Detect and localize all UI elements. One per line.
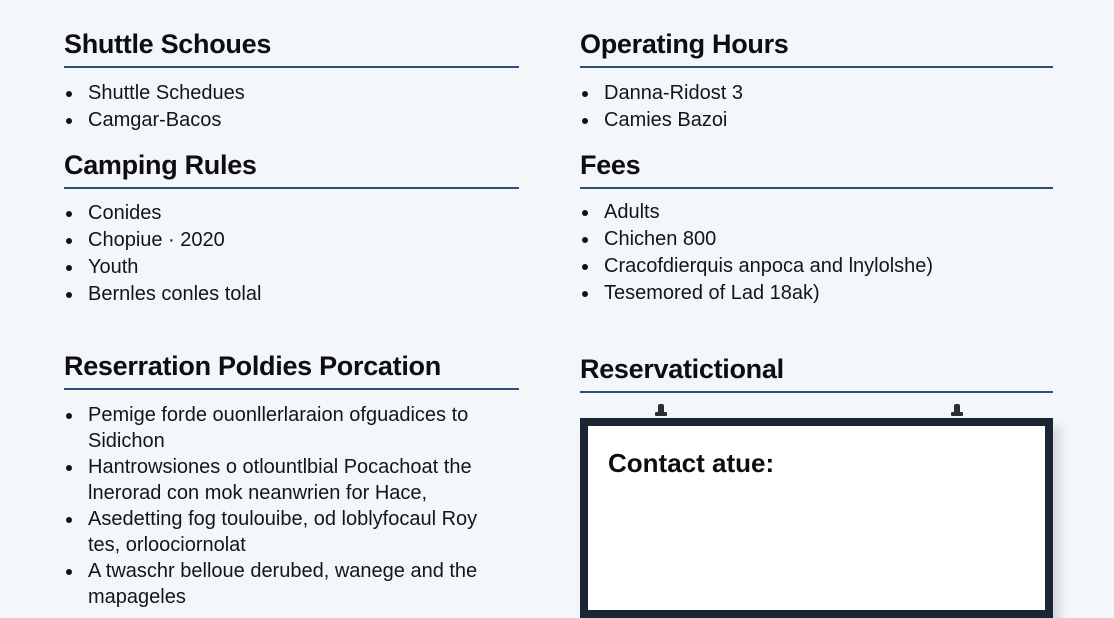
shuttle-heading: Shuttle Schoues — [64, 29, 272, 59]
operating-hours-list — [580, 80, 1053, 134]
reservation-contact-section — [580, 353, 1053, 393]
operating-hours-heading: Operating Hours — [580, 29, 789, 59]
contact-board — [580, 418, 1053, 618]
list-item: Cracofdierquis anpoca and lnylolshe) — [580, 253, 1053, 280]
reservation-policies-heading: Reserration Poldies Porcation — [64, 351, 441, 381]
list-item: Tesemored of Lad 18ak) — [580, 280, 1053, 307]
reservation-policies-list — [64, 402, 514, 610]
list-item: Youth — [64, 254, 519, 281]
fees-list — [580, 199, 1053, 307]
camping-heading: Camping Rules — [64, 150, 257, 180]
section-divider — [580, 187, 1053, 189]
reservation-contact-heading: Reservatictional — [580, 354, 784, 384]
fees-heading: Fees — [580, 150, 641, 180]
list-item: Bernles conles tolal — [64, 281, 519, 308]
right-column — [580, 0, 1053, 600]
camping-list — [64, 200, 519, 308]
list-item: Danna-Ridost 3 — [580, 80, 1053, 107]
section-divider — [64, 187, 519, 189]
list-item: Hantrowsiones o otlountlbial Pocachoat the lnerorad con mok neanwrien for Hace, — [64, 454, 514, 506]
list-item: Pemige forde ouonllerlaraion ofguadices to Sidichon — [64, 402, 514, 454]
camping-section — [64, 149, 519, 308]
list-item: Chopiue · 2020 — [64, 227, 519, 254]
list-item: A twaschr belloue derubed, wanege and the mapageles — [64, 558, 514, 610]
list-item: Asedetting fog toulouibe, od loblyfocaul Roy tes, orloociornolat — [64, 506, 514, 558]
list-item: Chichen 800 — [580, 226, 1053, 253]
list-item: Camgar-Bacos — [64, 107, 519, 134]
section-divider — [580, 66, 1053, 68]
list-item: Shuttle Schedues — [64, 80, 519, 107]
list-item: Camies Bazoi — [580, 107, 1053, 134]
pin-icon — [658, 404, 664, 414]
pin-icon — [954, 404, 960, 414]
contact-label: Contact atue: — [608, 448, 775, 478]
list-item: Adults — [580, 199, 1053, 226]
shuttle-section — [64, 28, 519, 134]
section-divider — [64, 66, 519, 68]
fees-section — [580, 149, 1053, 307]
section-divider — [580, 391, 1053, 393]
list-item: Conides — [64, 200, 519, 227]
operating-hours-section — [580, 28, 1053, 134]
section-divider — [64, 388, 519, 390]
shuttle-list — [64, 80, 519, 134]
reservation-policies-section — [64, 350, 519, 610]
